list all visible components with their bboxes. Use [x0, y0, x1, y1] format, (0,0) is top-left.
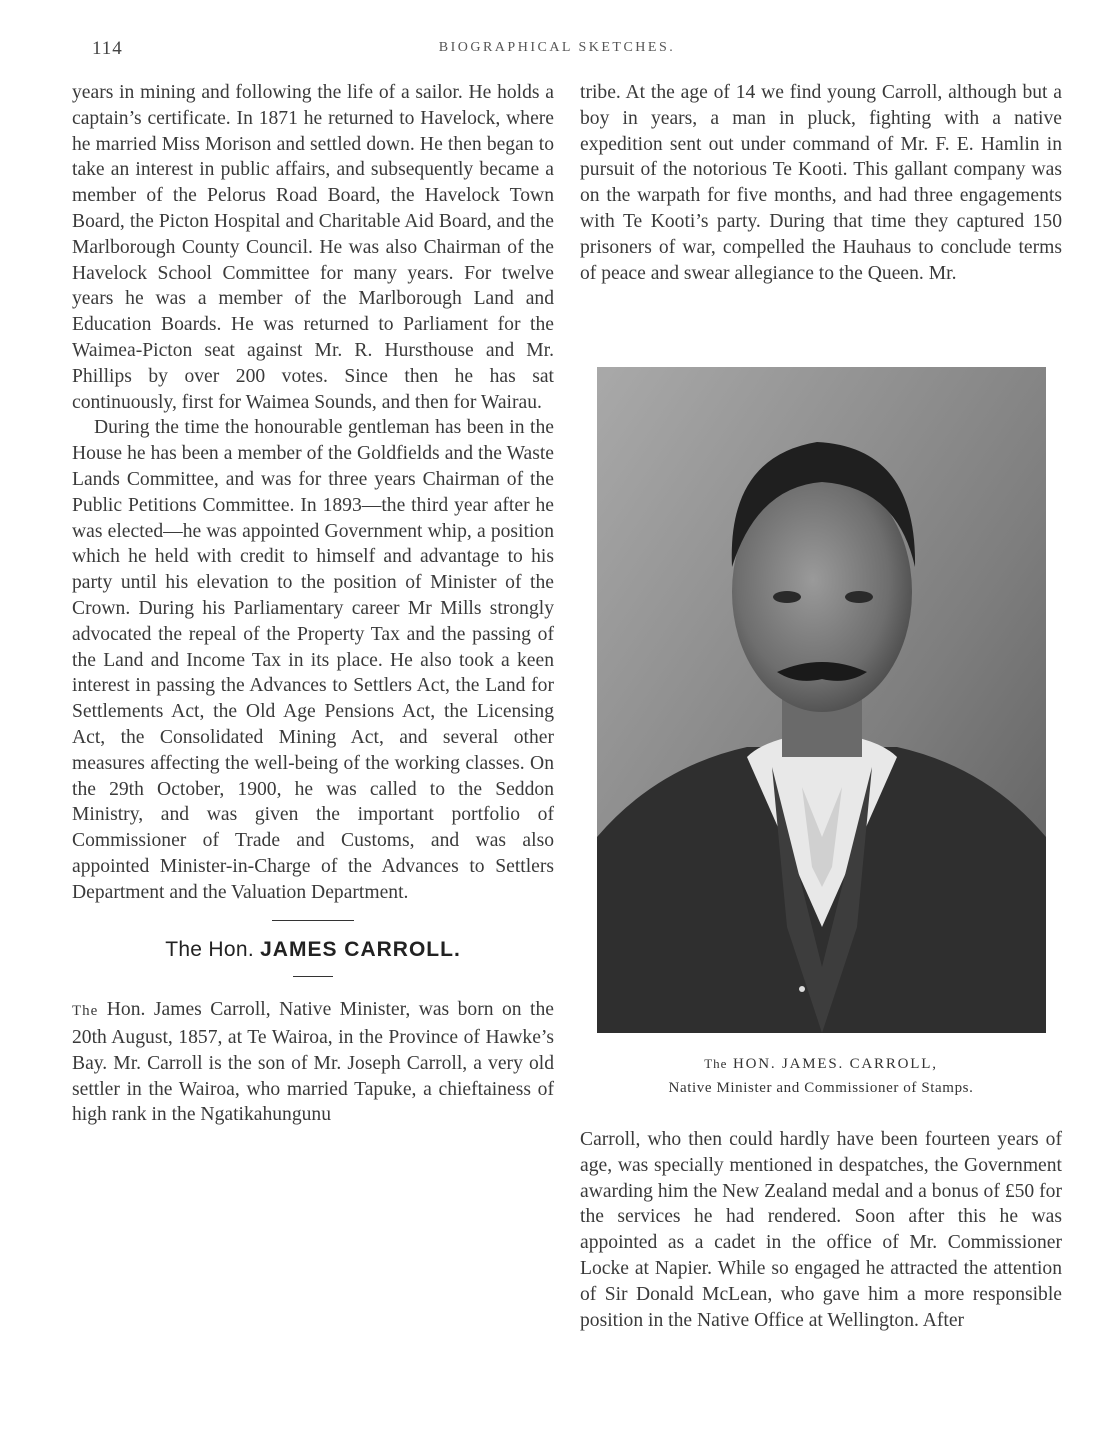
portrait-photo	[597, 367, 1046, 1033]
paragraph-right-top: tribe. At the age of 14 we find young Carroll, although but a boy in years, a man in pluck, fighting with a native expedition sent out under command of Mr. F. E. Hamlin in pursuit of the notorious Te Kooti. This gallant company was on the warpath for five months, and had three engagements with Te Kooti’s party. During that time they captured 150 prisoners of war, compelled the Hauhaus to conclude terms of peace and swear allegiance to the Queen. Mr.	[580, 82, 1062, 284]
portrait-caption	[580, 1052, 1062, 1100]
section-heading	[72, 937, 554, 963]
paragraph-3-text: Hon. James Carroll, Native Minister, was born on the 20th August, 1857, at Te Wairoa, in the Province of Hawke’s Bay. Mr. Carroll is the son of Mr. Joseph Carroll, a very old settler in the Wairoa, who married Tapuke, a chieftainess of high rank in the Ngatikahungunu	[72, 999, 554, 1126]
caption-lead: The	[704, 1056, 728, 1071]
heading-rule-top	[272, 920, 354, 921]
section-heading-name: JAMES CARROLL.	[260, 937, 461, 961]
caption-line-2: Native Minister and Commissioner of Stamps.	[668, 1080, 974, 1096]
paragraph-3-lead: The	[72, 1003, 99, 1020]
right-column-top	[580, 80, 1062, 286]
paragraph-right-bottom: Carroll, who then could hardly have been fourteen years of age, was specially mentioned in despatches, the Government awarding him the New Zealand medal and a bonus of £50 for the services he had rendered. Soon after this he was appointed as a cadet in the office of Mr. Commissioner Locke at Napier. While so engaged he attracted the attention of Sir Donald McLean, who gave him a more responsible position in the Native Office at Wellington. After	[580, 1129, 1062, 1331]
paragraph-1: years in mining and following the life of a sailor. He holds a captain’s certificate. In 1871 he returned to Havelock, where he married Miss Morison and settled down. He then began to take an interest in public affairs, and subsequently became a member of the Pelorus Road Board, the Havelock Town Board, the Picton Hospital and Charitable Aid Board, and the Marlborough County Council. He was also Chairman of the Havelock School Committee for many years. For twelve years he was a member of the Marlborough Land and Education Boards. He was returned to Parliament for the Waimea-Picton seat against Mr. R. Hursthouse and Mr. Phillips by over 200 votes. Since then he has sat continuously, first for Waimea Sounds, and then for Wairau.	[72, 82, 554, 413]
left-column	[72, 80, 554, 1128]
paragraph-2: During the time the honourable gentleman has been in the House he has been a member of the Goldfields and the Waste Lands Committee, and was for three years Chairman of the Public Petitions Committee. In 1893—the third year after he was elected—he was appointed Government whip, a position which he held with credit to himself and advantage to his party until his elevation to the position of Minister of the Crown. During his Parliamentary career Mr Mills strongly advocated the repeal of the Property Tax and the passing of the Land and Income Tax in its place. He also took a keen interest in passing the Advances to Settlers Act, the Land for Settlements Act, the Old Age Pensions Act, the Licensing Act, the Consolidated Mining Act, and several other measures affecting the well-being of the working classes. On the 29th October, 1900, he was called to the Seddon Ministry, and was given the important portfolio of Commissioner of Trade and Customs, and was also appointed Minister-in-Charge of the Advances to Settlers Department and the Valuation Department.	[72, 417, 554, 903]
page-number: 114	[92, 38, 123, 59]
right-column-bottom	[580, 1127, 1062, 1333]
running-title: BIOGRAPHICAL SKETCHES.	[438, 40, 676, 55]
portrait-illustration	[597, 367, 1046, 1033]
caption-line-1	[580, 1052, 1062, 1076]
heading-rule-bottom	[293, 976, 333, 977]
paragraph-3	[72, 997, 554, 1128]
caption-name: HON. JAMES. CARROLL,	[727, 1056, 938, 1072]
section-heading-prefix: The Hon.	[165, 937, 261, 961]
